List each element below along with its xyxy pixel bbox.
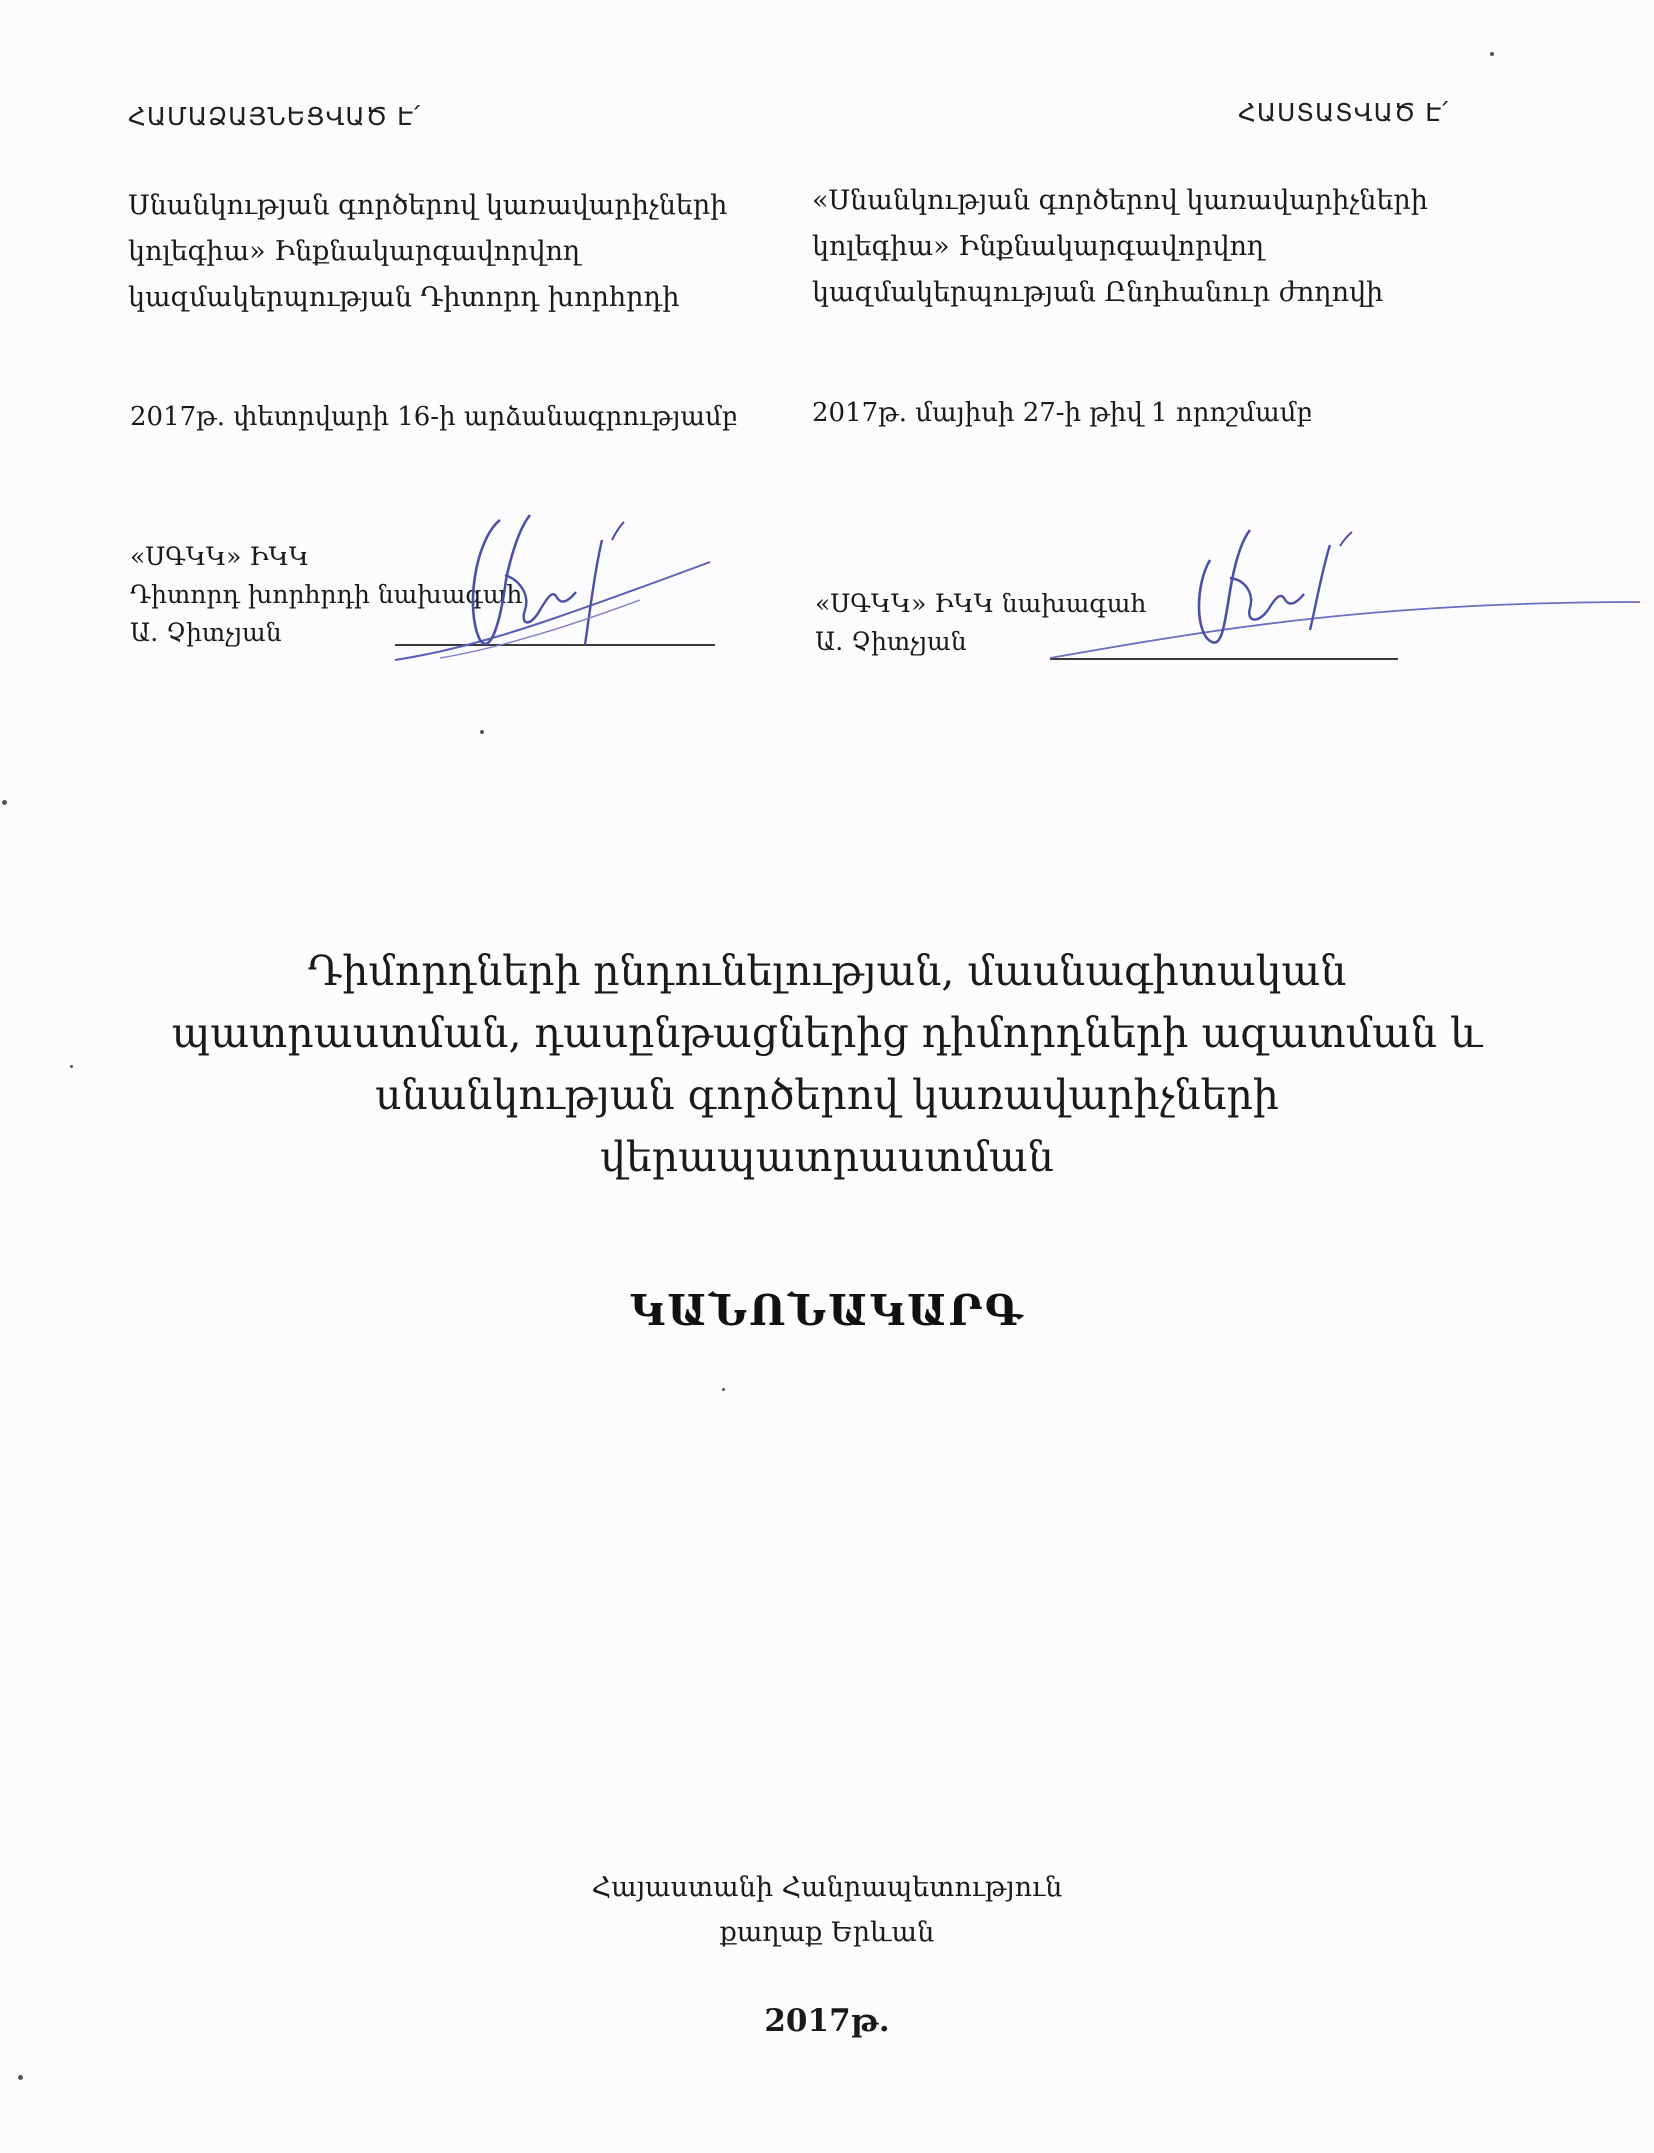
- right-body-line: կոլեգիա» Ինքնակարգավորվող: [812, 231, 1265, 262]
- scan-speck: [70, 1065, 73, 1068]
- footer-year: 2017թ.: [764, 2003, 890, 2039]
- title-line: պատրաստման, դասընթացներից դիմորդների ազատման և: [171, 1009, 1483, 1057]
- right-handwritten-signature: [1160, 510, 1650, 660]
- right-signatory-line: «ՍԳԿԿ» ԻԿԿ նախագահ: [815, 589, 1147, 618]
- left-body-line: Սնանկության գործերով կառավարիչների: [128, 190, 728, 221]
- left-signatory-line: Դիտորդ խորհրդի նախագահ: [130, 580, 523, 609]
- right-approval-body: [812, 178, 1532, 316]
- title-line: սնանկության գործերով կառավարիչների: [375, 1071, 1279, 1119]
- left-body-line: կոլեգիա» Ինքնակարգավորվող: [128, 236, 581, 267]
- scan-speck: [480, 730, 484, 734]
- title-line: Դիմորդների ընդունելության, մասնագիտական: [307, 947, 1347, 995]
- approval-header-right: ՀԱՍՏԱՏՎԱԾ Է՛: [1238, 98, 1450, 127]
- left-handwritten-signature: [380, 500, 720, 670]
- document-title: [120, 940, 1534, 1188]
- right-body-line: կազմակերպության Ընդհանուր ժողովի: [812, 277, 1384, 308]
- scan-speck: [722, 1388, 725, 1391]
- document-type-heading: ԿԱՆՈՆԱԿԱՐԳ: [629, 1286, 1025, 1335]
- left-signatory-line: «ՍԳԿԿ» ԻԿԿ: [130, 542, 309, 571]
- footer-city: քաղաք Երևան: [719, 1917, 935, 1948]
- left-approval-body: [128, 183, 788, 321]
- scan-speck: [18, 2075, 23, 2080]
- approval-header-left: ՀԱՄԱՁԱՅՆԵՑՎԱԾ Է՛: [128, 102, 421, 131]
- left-body-line: կազմակերպության Դիտորդ խորհրդի: [128, 282, 680, 313]
- left-approval-date: 2017թ. փետրվարի 16-ի արձանագրությամբ: [130, 402, 738, 432]
- scan-speck: [2, 800, 7, 805]
- scan-speck: [1490, 52, 1494, 56]
- title-line: վերապատրաստման: [600, 1133, 1054, 1181]
- right-approval-date: 2017թ. մայիսի 27-ի թիվ 1 որոշմամբ: [812, 398, 1313, 428]
- right-body-line: «Սնանկության գործերով կառավարիչների: [812, 185, 1428, 216]
- footer-country: Հայաստանի Հանրապետություն: [591, 1872, 1063, 1903]
- left-signatory-line: Ա. Չիտչյան: [130, 618, 282, 647]
- right-signatory-line: Ա. Չիտչյան: [815, 627, 967, 656]
